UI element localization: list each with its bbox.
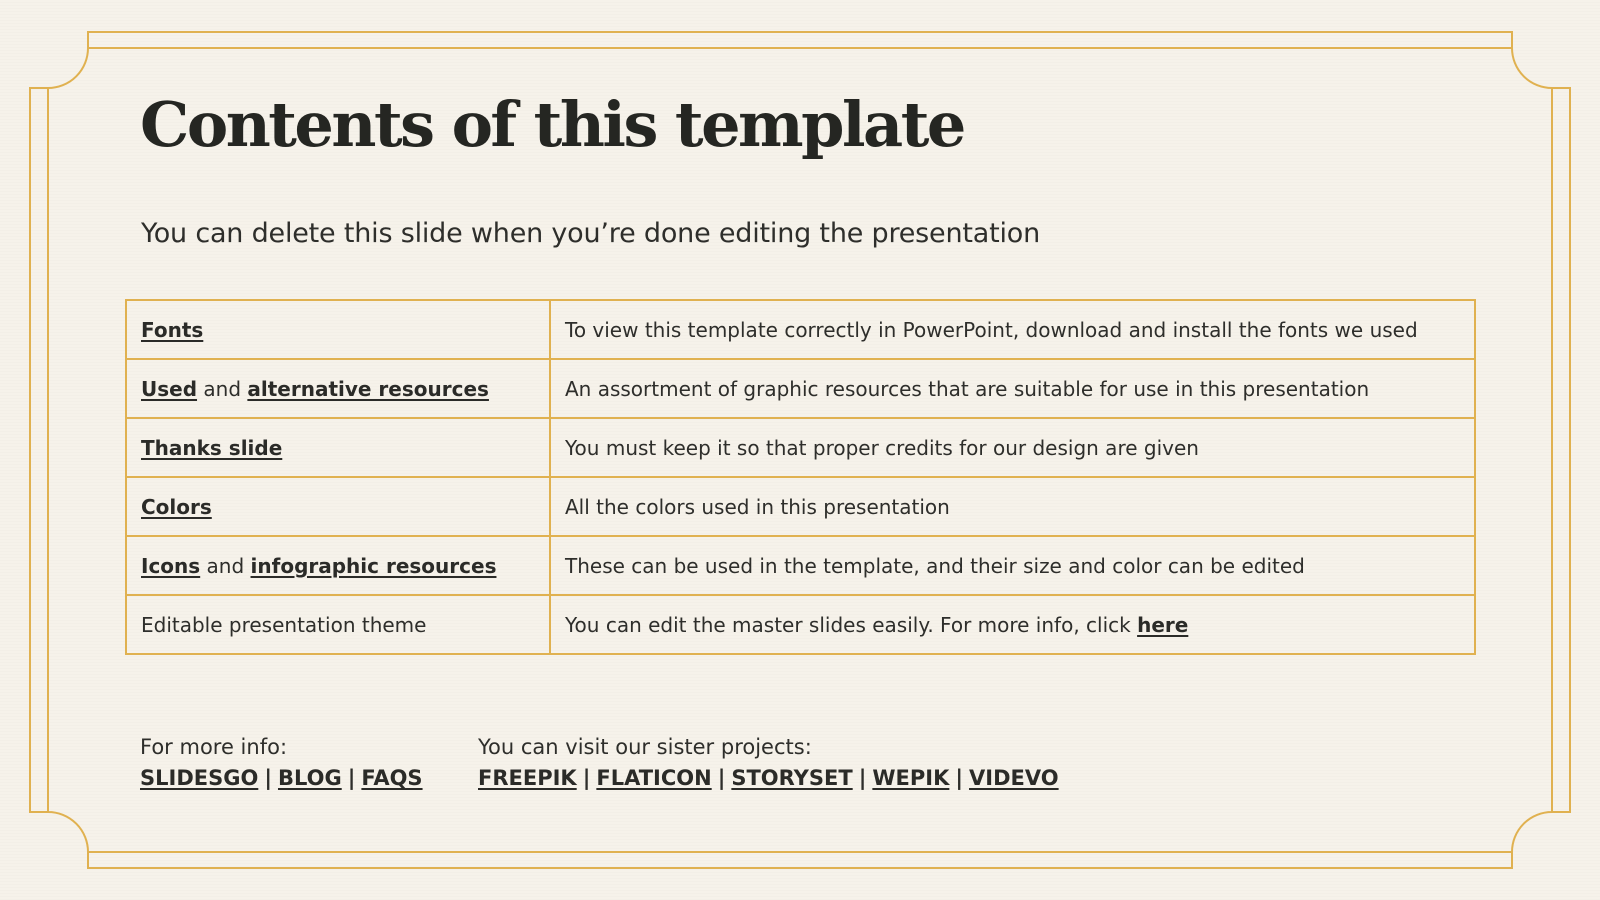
used-resources-link[interactable]: Used <box>141 376 198 401</box>
videvo-link[interactable]: VIDEVO <box>969 766 1059 790</box>
sister-projects-block <box>478 732 1059 794</box>
table-row <box>126 418 1475 477</box>
blog-link[interactable]: BLOG <box>277 766 342 790</box>
separator: | <box>264 766 272 790</box>
row-label-cell <box>126 359 550 418</box>
separator: | <box>858 766 867 790</box>
sister-projects-links <box>478 763 1059 794</box>
table-row <box>126 300 1475 359</box>
slidesgo-link[interactable]: SLIDESGO <box>140 766 259 790</box>
and-text: and <box>200 553 251 578</box>
row-description-cell: An assortment of graphic resources that are suitable for use in this presentation <box>550 359 1475 418</box>
and-text: and <box>197 376 248 401</box>
row-description-cell: You must keep it so that proper credits for our design are given <box>550 418 1475 477</box>
row-label-cell <box>126 477 550 536</box>
faqs-link[interactable]: FAQS <box>361 766 423 790</box>
table-row <box>126 359 1475 418</box>
row-description-cell <box>550 595 1475 654</box>
alternative-resources-link[interactable]: alternative resources <box>247 376 489 401</box>
separator: | <box>347 766 356 790</box>
fonts-link[interactable]: Fonts <box>141 317 204 342</box>
separator: | <box>717 766 726 790</box>
row-label-cell <box>126 536 550 595</box>
separator: | <box>955 766 964 790</box>
slide-subtitle: You can delete this slide when you’re done editing the presentation <box>141 218 1041 249</box>
separator: | <box>582 766 591 790</box>
row-label-cell <box>126 418 550 477</box>
more-info-label: For more info: <box>140 735 288 759</box>
row-label-cell: Editable presentation theme <box>126 595 550 654</box>
more-info-block <box>140 732 423 794</box>
contents-table <box>125 299 1476 655</box>
infographic-resources-link[interactable]: infographic resources <box>250 553 497 578</box>
row-description-cell: These can be used in the template, and their size and color can be edited <box>550 536 1475 595</box>
row-label-cell <box>126 300 550 359</box>
icons-link[interactable]: Icons <box>141 553 201 578</box>
row-description-text: You can edit the master slides easily. For more info, click <box>565 612 1138 637</box>
row-description-cell: To view this template correctly in PowerPoint, download and install the fonts we used <box>550 300 1475 359</box>
thanks-slide-link[interactable]: Thanks slide <box>141 435 283 460</box>
freepik-link[interactable]: FREEPIK <box>478 766 577 790</box>
slide-title: Contents of this template <box>140 88 964 161</box>
table-row <box>126 477 1475 536</box>
table-row <box>126 536 1475 595</box>
colors-link[interactable]: Colors <box>141 494 212 519</box>
here-link[interactable]: here <box>1137 612 1189 637</box>
flaticon-link[interactable]: FLATICON <box>596 766 712 790</box>
storyset-link[interactable]: STORYSET <box>731 766 853 790</box>
wepik-link[interactable]: WEPIK <box>872 766 950 790</box>
table-row <box>126 595 1475 654</box>
row-description-cell: All the colors used in this presentation <box>550 477 1475 536</box>
more-info-links <box>140 763 423 794</box>
sister-projects-label: You can visit our sister projects: <box>478 735 812 759</box>
